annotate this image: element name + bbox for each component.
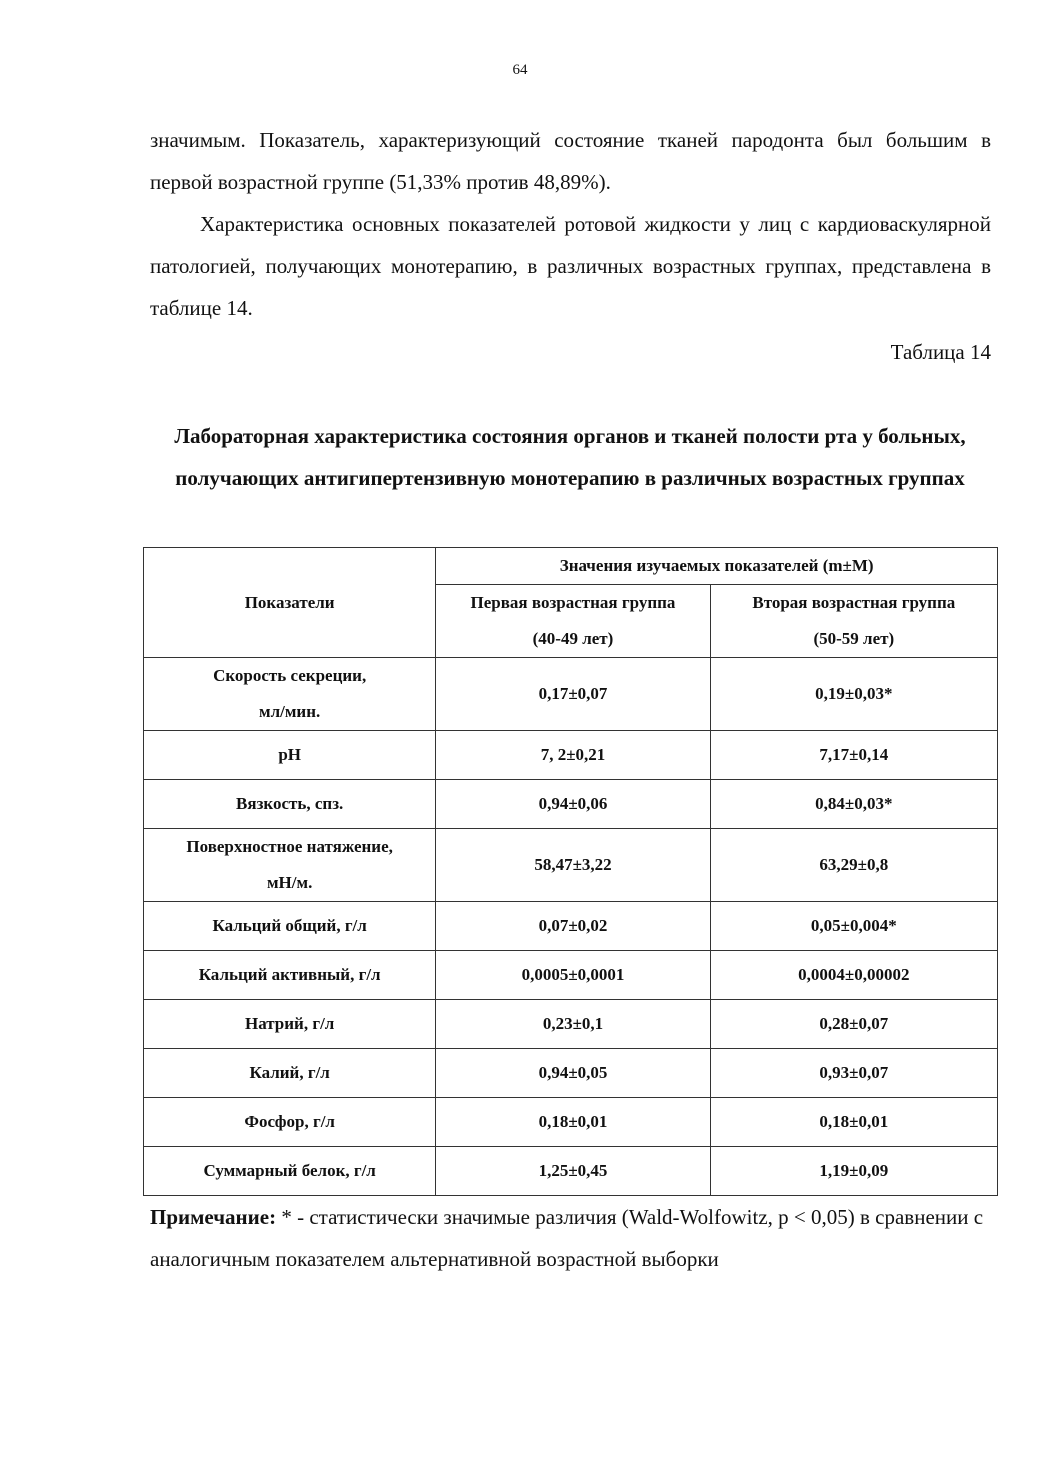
group-1-value: 1,25±0,45	[436, 1147, 710, 1196]
table-note	[150, 1196, 991, 1280]
table-row	[144, 1000, 998, 1049]
note-label: Примечание:	[150, 1205, 277, 1229]
group-2-value: 7,17±0,14	[710, 731, 997, 780]
row-label-line2: мН/м.	[266, 873, 313, 892]
group-2-value: 0,0004±0,00002	[710, 951, 997, 1000]
table-header-row	[144, 548, 998, 585]
row-label: Кальций активный, г/л	[144, 951, 436, 1000]
row-label: Вязкость, спз.	[144, 780, 436, 829]
group-2-value: 1,19±0,09	[710, 1147, 997, 1196]
row-label: Натрий, г/л	[144, 1000, 436, 1049]
row-label: Кальций общий, г/л	[144, 902, 436, 951]
row-label: Суммарный белок, г/л	[144, 1147, 436, 1196]
group-2-value: 0,05±0,004*	[710, 902, 997, 951]
header-indicators: Показатели	[144, 548, 436, 658]
group-2-value: 0,93±0,07	[710, 1049, 997, 1098]
row-label: Калий, г/л	[144, 1049, 436, 1098]
header-values: Значения изучаемых показателей (m±M)	[436, 548, 998, 585]
group-1-value: 58,47±3,22	[436, 829, 710, 902]
header-group-2-name: Вторая возрастная группа	[752, 593, 956, 612]
table-label: Таблица 14	[890, 340, 991, 364]
table-row	[144, 731, 998, 780]
note-text: * - статистически значимые различия (Wald-Wolfowitz, p < 0,05) в сравнении с аналогичным показателем альтернативной возрастной выборки	[150, 1205, 984, 1271]
paragraph-2: Характеристика основных показателей ротовой жидкости у лиц с кардиоваскулярной патологией, получающих монотерапию, в различных возрастных группах, представлена в таблице 14.	[150, 212, 991, 320]
data-table	[143, 547, 998, 1196]
group-1-value: 0,94±0,06	[436, 780, 710, 829]
group-2-value: 0,19±0,03*	[710, 658, 997, 731]
row-label-line2: мл/мин.	[259, 702, 321, 721]
group-1-value: 7, 2±0,21	[436, 731, 710, 780]
row-label	[144, 829, 436, 902]
page-number: 64	[512, 62, 528, 78]
table-row	[144, 780, 998, 829]
table-row	[144, 1049, 998, 1098]
row-label-line1: Поверхностное натяжение,	[186, 837, 393, 856]
header-group-2-age: (50-59 лет)	[813, 629, 895, 648]
group-1-value: 0,23±0,1	[436, 1000, 710, 1049]
row-label: рН	[144, 731, 436, 780]
group-2-value: 0,28±0,07	[710, 1000, 997, 1049]
group-2-value: 0,18±0,01	[710, 1098, 997, 1147]
table-row	[144, 951, 998, 1000]
header-group-2	[710, 585, 997, 658]
group-1-value: 0,07±0,02	[436, 902, 710, 951]
table-row	[144, 829, 998, 902]
paragraph-1: значимым. Показатель, характеризующий состояние тканей пародонта был большим в первой возрастной группе (51,33% против 48,89%).	[150, 128, 991, 194]
table-row	[144, 1098, 998, 1147]
header-group-1-name: Первая возрастная группа	[470, 593, 676, 612]
group-2-value: 0,84±0,03*	[710, 780, 997, 829]
group-2-value: 63,29±0,8	[710, 829, 997, 902]
group-1-value: 0,18±0,01	[436, 1098, 710, 1147]
group-1-value: 0,94±0,05	[436, 1049, 710, 1098]
row-label	[144, 658, 436, 731]
table-row	[144, 658, 998, 731]
table-row	[144, 1147, 998, 1196]
row-label: Фосфор, г/л	[144, 1098, 436, 1147]
group-1-value: 0,17±0,07	[436, 658, 710, 731]
header-group-1	[436, 585, 710, 658]
row-label-line1: Скорость секреции,	[213, 666, 367, 685]
header-group-1-age: (40-49 лет)	[532, 629, 614, 648]
table-row	[144, 902, 998, 951]
table-title: Лабораторная характеристика состояния органов и тканей полости рта у больных, получающих антигипертензивную монотерапию в различных возрастных группах	[174, 424, 966, 490]
group-1-value: 0,0005±0,0001	[436, 951, 710, 1000]
